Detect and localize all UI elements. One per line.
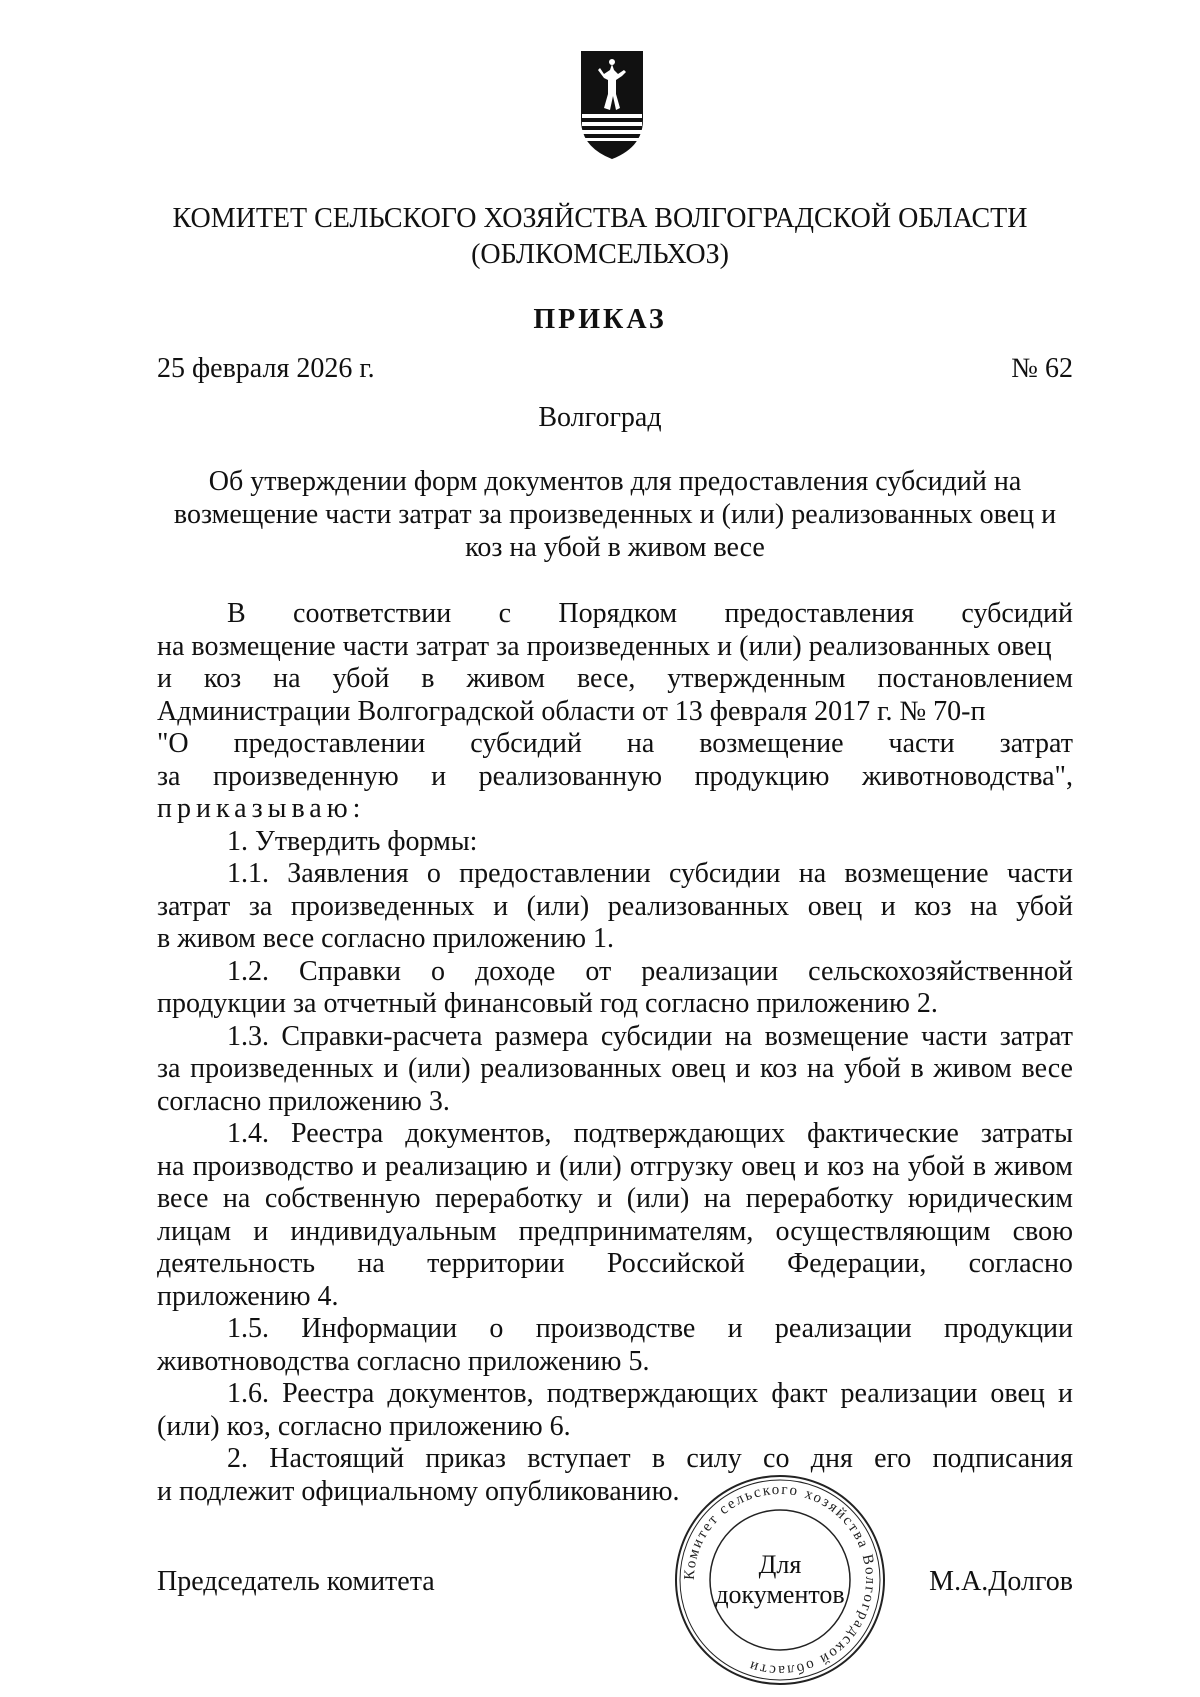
word: (или) (526, 890, 590, 922)
preamble-line (157, 631, 1073, 664)
word: затрат (999, 1020, 1073, 1052)
word: со (763, 1443, 790, 1474)
word: 2. (227, 1443, 248, 1474)
word: вступает (527, 1443, 631, 1474)
word: деятельность (157, 1248, 316, 1279)
preamble-line (157, 761, 1073, 794)
word: убой (1016, 890, 1073, 922)
word: приказ (425, 1443, 506, 1474)
word: и (361, 1150, 377, 1182)
word: на (798, 858, 827, 889)
word: фактические (807, 1118, 959, 1149)
document-body (157, 598, 1073, 1508)
word: коз (759, 1053, 798, 1084)
word: убой (907, 1150, 965, 1182)
stamp-center-line: документов (715, 1580, 845, 1609)
preamble-word: Порядком (558, 598, 678, 629)
word: и (383, 1053, 399, 1084)
word: (или) (559, 1150, 622, 1182)
word: осуществляющим (775, 1215, 991, 1247)
word: размера (494, 1020, 589, 1052)
word: овец (741, 1150, 796, 1182)
word: и (735, 1053, 751, 1084)
word: на (357, 1248, 385, 1279)
word: подтверждающих (573, 1118, 786, 1149)
preamble-line (157, 598, 1073, 631)
word: о (430, 955, 445, 987)
preamble-word: за (157, 760, 181, 792)
word: согласно (968, 1248, 1073, 1279)
word: реализации (840, 1378, 978, 1409)
word: документов, (405, 1118, 552, 1149)
preamble-word: весе, (576, 663, 636, 694)
word: и (727, 1313, 743, 1344)
word: произведенных (190, 1053, 374, 1084)
document-type-title: ПРИКАЗ (533, 304, 667, 335)
preamble-word: реализованную (478, 760, 663, 792)
organization-short-name: (ОБЛКОМСЕЛЬХОЗ) (471, 239, 729, 270)
word: в (651, 1443, 666, 1474)
subject-line: Об утверждении форм документов для предоставления субсидий на (208, 466, 1022, 497)
subject-line: возмещение части затрат за произведенных и (или) реализованных овец и (173, 499, 1057, 530)
word: овец (990, 1378, 1045, 1409)
word: за (157, 1053, 181, 1084)
preamble-word: и (431, 760, 447, 792)
word: предпринимателям, (518, 1215, 754, 1247)
preamble-line (157, 696, 1073, 729)
preamble-word: соответствии (293, 598, 452, 629)
preamble-word: коз (203, 663, 242, 694)
preamble-word: В (227, 598, 246, 629)
word: 1.6. (227, 1378, 269, 1409)
preamble-word: предоставлении (233, 728, 426, 759)
item-1-1-line (157, 858, 1073, 891)
word: в (910, 1053, 924, 1084)
word: и (493, 890, 509, 922)
preamble-word: продукцию (694, 760, 830, 792)
signatory-name: М.А.Долгов (929, 1566, 1073, 1597)
word: произведенных (290, 890, 475, 922)
word: на (703, 1183, 732, 1214)
word: Российской (606, 1248, 745, 1279)
word: коз (826, 1150, 865, 1182)
document-number: № 62 (1011, 353, 1073, 384)
preamble-word: и (157, 663, 172, 694)
word: сельскохозяйственной (808, 955, 1073, 987)
preamble-word: субсидий (470, 728, 582, 759)
word: доходе (475, 955, 556, 987)
word: 1.3. (227, 1020, 269, 1052)
word: и (803, 1150, 819, 1182)
word: территории (427, 1248, 565, 1279)
item-1-4-line (157, 1118, 1073, 1151)
word: (или) (408, 1053, 471, 1084)
word: субсидии (600, 1020, 713, 1052)
item-1-6-line (157, 1378, 1073, 1411)
preamble (157, 598, 1073, 793)
word: реализации (774, 1313, 912, 1344)
preamble-line (157, 728, 1073, 761)
word: 1.2. (227, 955, 269, 987)
preamble-word: "О (157, 728, 189, 759)
word: реализации (641, 955, 779, 987)
official-stamp (670, 1470, 890, 1690)
word: индивидуальным (290, 1215, 497, 1247)
item-1-5-line: животноводства согласно приложению 5. (157, 1345, 650, 1377)
word: подтверждающих (546, 1378, 759, 1409)
word: на (222, 1183, 251, 1214)
preamble-word: живом (466, 663, 545, 694)
item-1-3-line (157, 1053, 1073, 1086)
word: переработку (745, 1183, 894, 1214)
preamble-word: в (421, 663, 435, 694)
word: весе (157, 1183, 209, 1214)
word: силу (686, 1443, 742, 1474)
item-1-4-line (157, 1151, 1073, 1184)
word: Справки (299, 955, 401, 987)
item-2-line (157, 1443, 1073, 1476)
preamble-word: животноводства", (861, 760, 1073, 792)
document-date: 25 февраля 2026 г. (157, 353, 375, 384)
item-1-5-line (157, 1313, 1073, 1346)
preamble-word: возмещение (699, 728, 844, 759)
item-1-1-line (157, 891, 1073, 924)
item-1-2-line: продукции за отчетный финансовый год согласно приложению 2. (157, 988, 938, 1019)
word: живом (933, 1053, 1012, 1084)
item-1-1-line: в живом весе согласно приложению 1. (157, 923, 614, 954)
word: и (1057, 1378, 1073, 1409)
volgograd-coat-of-arms-icon (580, 50, 644, 160)
word: и (880, 890, 896, 922)
word: субсидии (668, 858, 781, 889)
word: возмещение (764, 1020, 909, 1052)
word: о (426, 858, 441, 889)
word: Информации (301, 1313, 458, 1344)
word: Реестра (282, 1378, 375, 1409)
word: на (806, 1053, 835, 1084)
word: предоставлении (459, 858, 651, 889)
word: его (874, 1443, 912, 1474)
item-1-4-line (157, 1183, 1073, 1216)
word: Реестра (291, 1118, 384, 1149)
word: подписания (932, 1443, 1073, 1474)
preamble-word: предоставления (724, 598, 915, 629)
word: юридическим (907, 1183, 1073, 1214)
word: собственную (264, 1183, 421, 1214)
word: Федерации, (787, 1248, 927, 1279)
word: возмещение (844, 858, 989, 889)
word: на (157, 1150, 185, 1182)
word: реализованных (480, 1053, 662, 1084)
word: и (535, 1150, 551, 1182)
document-city: Волгоград (538, 402, 662, 433)
word: от (585, 955, 612, 987)
subject-line: коз на убой в живом весе (465, 532, 765, 563)
word: реализацию (385, 1150, 528, 1182)
item-1: 1. Утвердить формы: (227, 825, 478, 857)
word: живом (994, 1150, 1073, 1182)
word: овец (807, 890, 863, 922)
preamble-word: убой (332, 663, 390, 694)
word: на (872, 1150, 900, 1182)
word: на (724, 1020, 753, 1052)
word: за (248, 890, 273, 922)
preamble-word: на (626, 728, 655, 759)
word: переработку (435, 1183, 583, 1214)
item-1-6-line: (или) коз, согласно приложению 6. (157, 1410, 571, 1442)
item-1-2-line (157, 956, 1073, 989)
preamble-word: постановлением (877, 663, 1073, 694)
word: отгрузку (629, 1150, 734, 1182)
item-1-4-line (157, 1248, 1073, 1281)
word: затрат (157, 890, 231, 922)
word: весе (1021, 1053, 1073, 1084)
item-2-line: и подлежит официальному опубликованию. (157, 1475, 680, 1507)
word: коз (914, 890, 952, 922)
item-1-4-line (157, 1216, 1073, 1249)
word: (или) (626, 1183, 690, 1214)
word: свою (1012, 1215, 1073, 1247)
word: 1.4. (227, 1118, 269, 1149)
word: овец (671, 1053, 726, 1084)
word: затраты (980, 1118, 1073, 1149)
word: Справки-расчета (281, 1020, 483, 1052)
stamp-ring-text: Комитет сельского хозяйства Волгоградской области (681, 1481, 879, 1679)
preamble-word: Администрации Волгоградской области от 13 февраля 2017 г. № 70-п (157, 695, 986, 727)
word: и (597, 1183, 613, 1214)
word: дня (810, 1443, 853, 1474)
word: части (921, 1020, 988, 1052)
preamble-word: на (273, 663, 301, 694)
signatory-position: Председатель комитета (157, 1566, 435, 1597)
organization-name: КОМИТЕТ СЕЛЬСКОГО ХОЗЯЙСТВА ВОЛГОГРАДСКОЙ ОБЛАСТИ (172, 203, 1028, 234)
document-subject (157, 465, 1073, 564)
word: реализованных (607, 890, 790, 922)
preamble-word: с (498, 598, 512, 629)
item-1-4-line: приложению 4. (157, 1280, 339, 1312)
word: на (970, 890, 998, 922)
preamble-word: части (888, 728, 955, 759)
preamble-word: затрат (999, 728, 1073, 759)
word: лицам (157, 1215, 232, 1247)
item-1-3-line: согласно приложению 3. (157, 1085, 450, 1117)
word: Настоящий (269, 1443, 405, 1474)
word: Заявления (287, 858, 409, 889)
word: и (253, 1215, 269, 1247)
word: убой (843, 1053, 901, 1084)
preamble-word: на возмещение части затрат за произведенных и (или) реализованных овец (157, 630, 1052, 662)
word: в (972, 1150, 987, 1182)
preamble-line (157, 663, 1073, 696)
word: о (489, 1313, 504, 1344)
preamble-word: произведенную (212, 760, 399, 792)
word: продукции (944, 1313, 1073, 1344)
word: 1.1. (227, 858, 269, 889)
item-1-3-line (157, 1021, 1073, 1054)
word: производстве (535, 1313, 696, 1344)
stamp-center-line: Для (758, 1550, 802, 1579)
word: документов, (387, 1378, 534, 1409)
preamble-word: утвержденным (667, 663, 846, 694)
word: 1.5. (227, 1313, 269, 1344)
order-word: приказываю: (157, 793, 366, 824)
word: факт (771, 1378, 828, 1409)
preamble-word: субсидий (961, 598, 1073, 629)
word: части (1006, 858, 1073, 889)
stamp-center-text (690, 1550, 870, 1610)
word: производство (192, 1150, 354, 1182)
